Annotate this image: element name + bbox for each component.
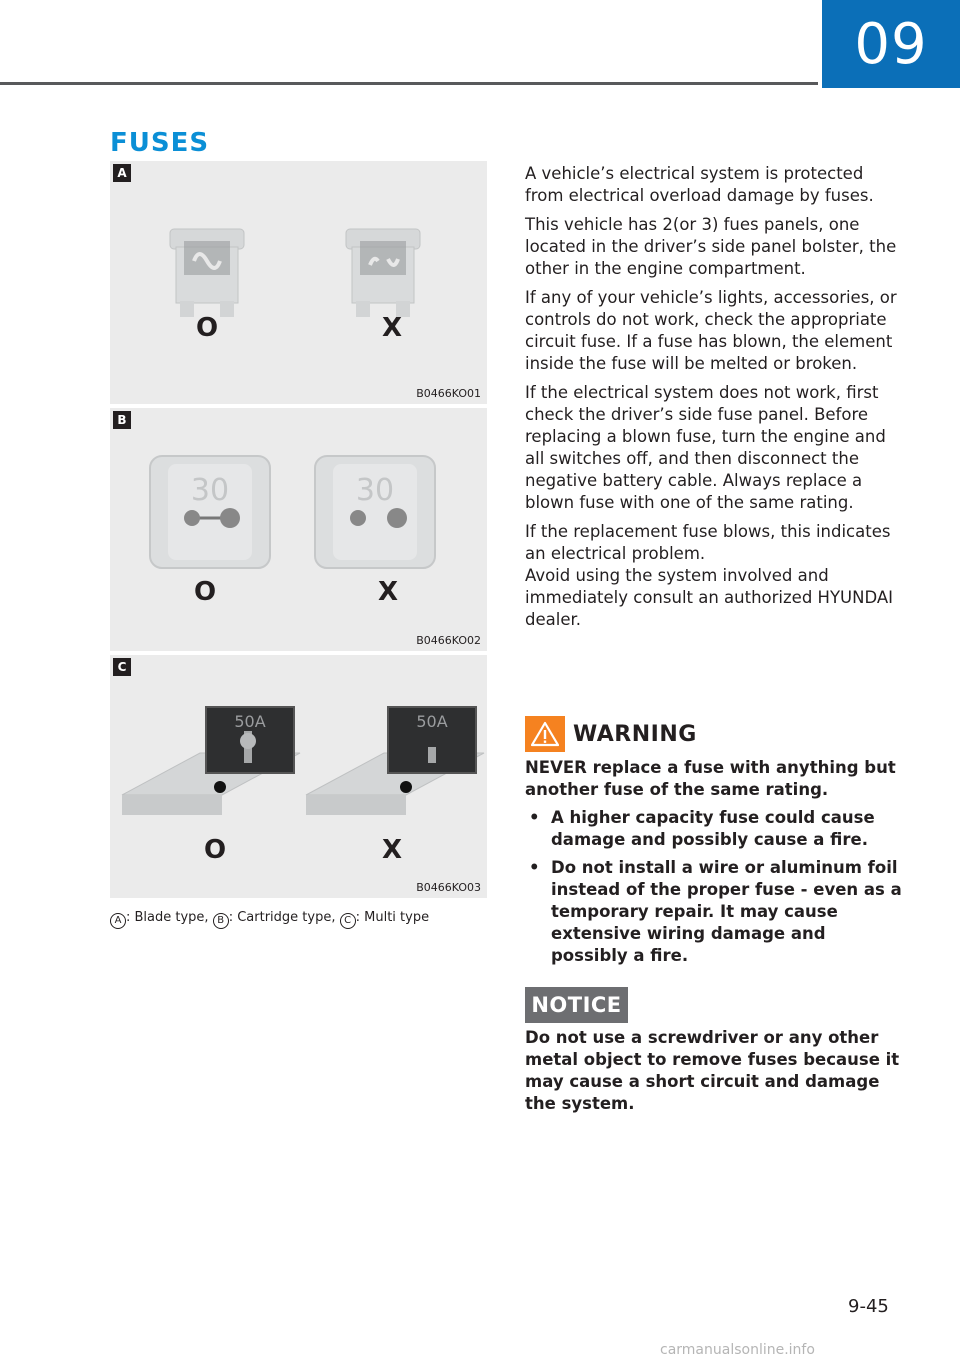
- warning-lead: NEVER replace a fuse with anything but another fuse of the same rating.: [525, 758, 896, 799]
- caption-mark-b: B: [213, 913, 229, 929]
- paragraph: If any of your vehicle’s lights, accessories, or controls do not work, check the appropriate circuit fuse. If a fuse has blown, the element inside the fuse will be melted or broken.: [525, 288, 897, 373]
- figure-cartridge-fuse: [110, 408, 487, 651]
- cartridge-fuse-blown: [315, 456, 435, 568]
- warning-item: • A higher capacity fuse could cause damage and possibly cause a fire.: [525, 807, 905, 851]
- figure-badge: C: [113, 658, 131, 676]
- figure-blade-fuse: [110, 161, 487, 404]
- figure-badge: B: [113, 411, 131, 429]
- notice-label: NOTICE: [525, 987, 628, 1023]
- warning-item: • Do not install a wire or aluminum foil instead of the proper fuse - even as a temporary repair. It may cause extensive wiring damage and possibly a fire.: [525, 857, 905, 967]
- multi-fuse-illustration: [110, 655, 487, 898]
- amp-rating-label: 50A: [234, 712, 266, 731]
- figure-badge: A: [113, 164, 131, 182]
- multi-fuse-ok: [122, 707, 300, 815]
- caption-mark-a: A: [110, 913, 126, 929]
- figure-code: B0466KO02: [416, 634, 481, 647]
- figure-multi-fuse: [110, 655, 487, 898]
- amp-rating-label: 50A: [416, 712, 448, 731]
- caption-text-a: : Blade type,: [126, 910, 213, 925]
- section-title: FUSES: [110, 128, 210, 158]
- ok-mark: O: [193, 577, 217, 607]
- caption-text-b: : Cartridge type,: [228, 910, 340, 925]
- warning-triangle-icon: [525, 716, 565, 752]
- warning-label: WARNING: [573, 721, 697, 747]
- blade-fuse-blown: [346, 229, 420, 317]
- blade-fuse-ok: [170, 229, 244, 317]
- cartridge-fuse-illustration: [110, 408, 487, 651]
- body-text: [525, 163, 905, 638]
- warning-heading: [525, 716, 697, 752]
- paragraph: A vehicle’s electrical system is protected from electrical overload damage by fuses.: [525, 164, 874, 205]
- amp-rating-label: 30: [190, 473, 230, 508]
- warning-body: [525, 757, 905, 973]
- notice-text: Do not use a screwdriver or any other metal object to remove fuses because it may cause a short circuit and damage the system.: [525, 1028, 900, 1113]
- watermark: carmanualsonline.info: [660, 1342, 815, 1358]
- blade-fuse-illustration: [110, 161, 487, 404]
- amp-rating-label: 30: [355, 473, 395, 508]
- paragraph: Avoid using the system involved and immediately consult an authorized HYUNDAI dealer.: [525, 566, 894, 629]
- figure-code: B0466KO01: [416, 387, 481, 400]
- header-rule: [0, 82, 818, 85]
- blown-mark: X: [381, 313, 403, 343]
- cartridge-fuse-ok: [150, 456, 270, 568]
- paragraph: This vehicle has 2(or 3) fues panels, one located in the driver’s side panel bolster, the other in the engine compartment.: [525, 215, 897, 278]
- blown-mark: X: [381, 835, 403, 865]
- figure-code: B0466KO03: [416, 881, 481, 894]
- caption-mark-c: C: [340, 913, 356, 929]
- ok-mark: O: [203, 835, 227, 865]
- caption-text-c: : Multi type: [355, 910, 430, 925]
- warning-list: [525, 807, 905, 967]
- blown-mark: X: [377, 577, 399, 607]
- multi-fuse-blown: [306, 707, 484, 815]
- paragraph: If the electrical system does not work, first check the driver’s side fuse panel. Before replacing a blown fuse, turn the engine and all switches off, and then disconnect the negative battery cable. Always replace a blown fuse with one of the same rating.: [525, 383, 886, 512]
- paragraph: If the replacement fuse blows, this indicates an electrical problem.: [525, 522, 891, 563]
- figure-caption: [110, 910, 429, 929]
- page-number: 9-45: [848, 1296, 889, 1317]
- ok-mark: O: [195, 313, 219, 343]
- chapter-tab: 09: [822, 0, 960, 88]
